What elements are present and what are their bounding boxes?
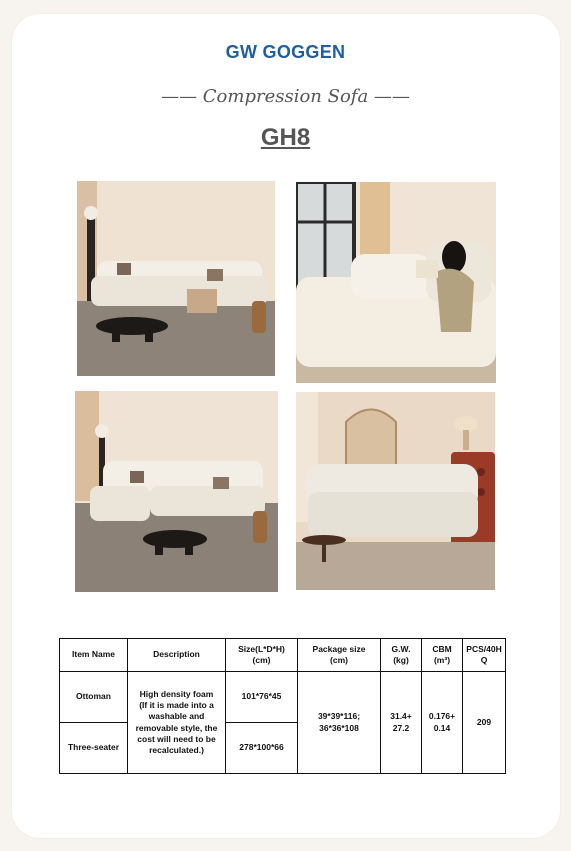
header-cbm: CBM (m³) (422, 639, 463, 672)
product-subtitle: —— Compression Sofa —— (161, 86, 410, 107)
cell-item-name: Ottoman (60, 672, 128, 723)
cell-item-name: Three-seater (60, 723, 128, 774)
header-description: Description (128, 639, 226, 672)
brand-title: GW GOGGEN (225, 42, 346, 62)
header-size: Size(L*D*H) (cm) (226, 639, 298, 672)
header-package: Package size (cm) (298, 639, 381, 672)
header-item-name: Item Name (60, 639, 128, 672)
cell-pcs: 209 (463, 672, 506, 774)
sofa-living-room-photo (77, 181, 275, 376)
header-gw: G.W. (kg) (381, 639, 422, 672)
spec-table (59, 638, 506, 774)
header-pcs: PCS/40H Q (463, 639, 506, 672)
woman-on-sofa-photo (296, 182, 496, 383)
table-header-row (60, 639, 506, 672)
model-number: GH8 (260, 124, 311, 151)
cell-size: 278*100*66 (226, 723, 298, 774)
cell-size: 101*76*45 (226, 672, 298, 723)
sectional-sofa-photo (75, 391, 278, 592)
table-row (60, 672, 506, 723)
cell-description: High density foam (If it is made into a washable and removable style, the cost will need to be recalculated.) (128, 672, 226, 774)
sofa-with-cabinet-photo (296, 392, 495, 590)
cell-gw: 31.4+ 27.2 (381, 672, 422, 774)
cell-package: 39*39*116; 36*36*108 (298, 672, 381, 774)
cell-cbm: 0.176+ 0.14 (422, 672, 463, 774)
